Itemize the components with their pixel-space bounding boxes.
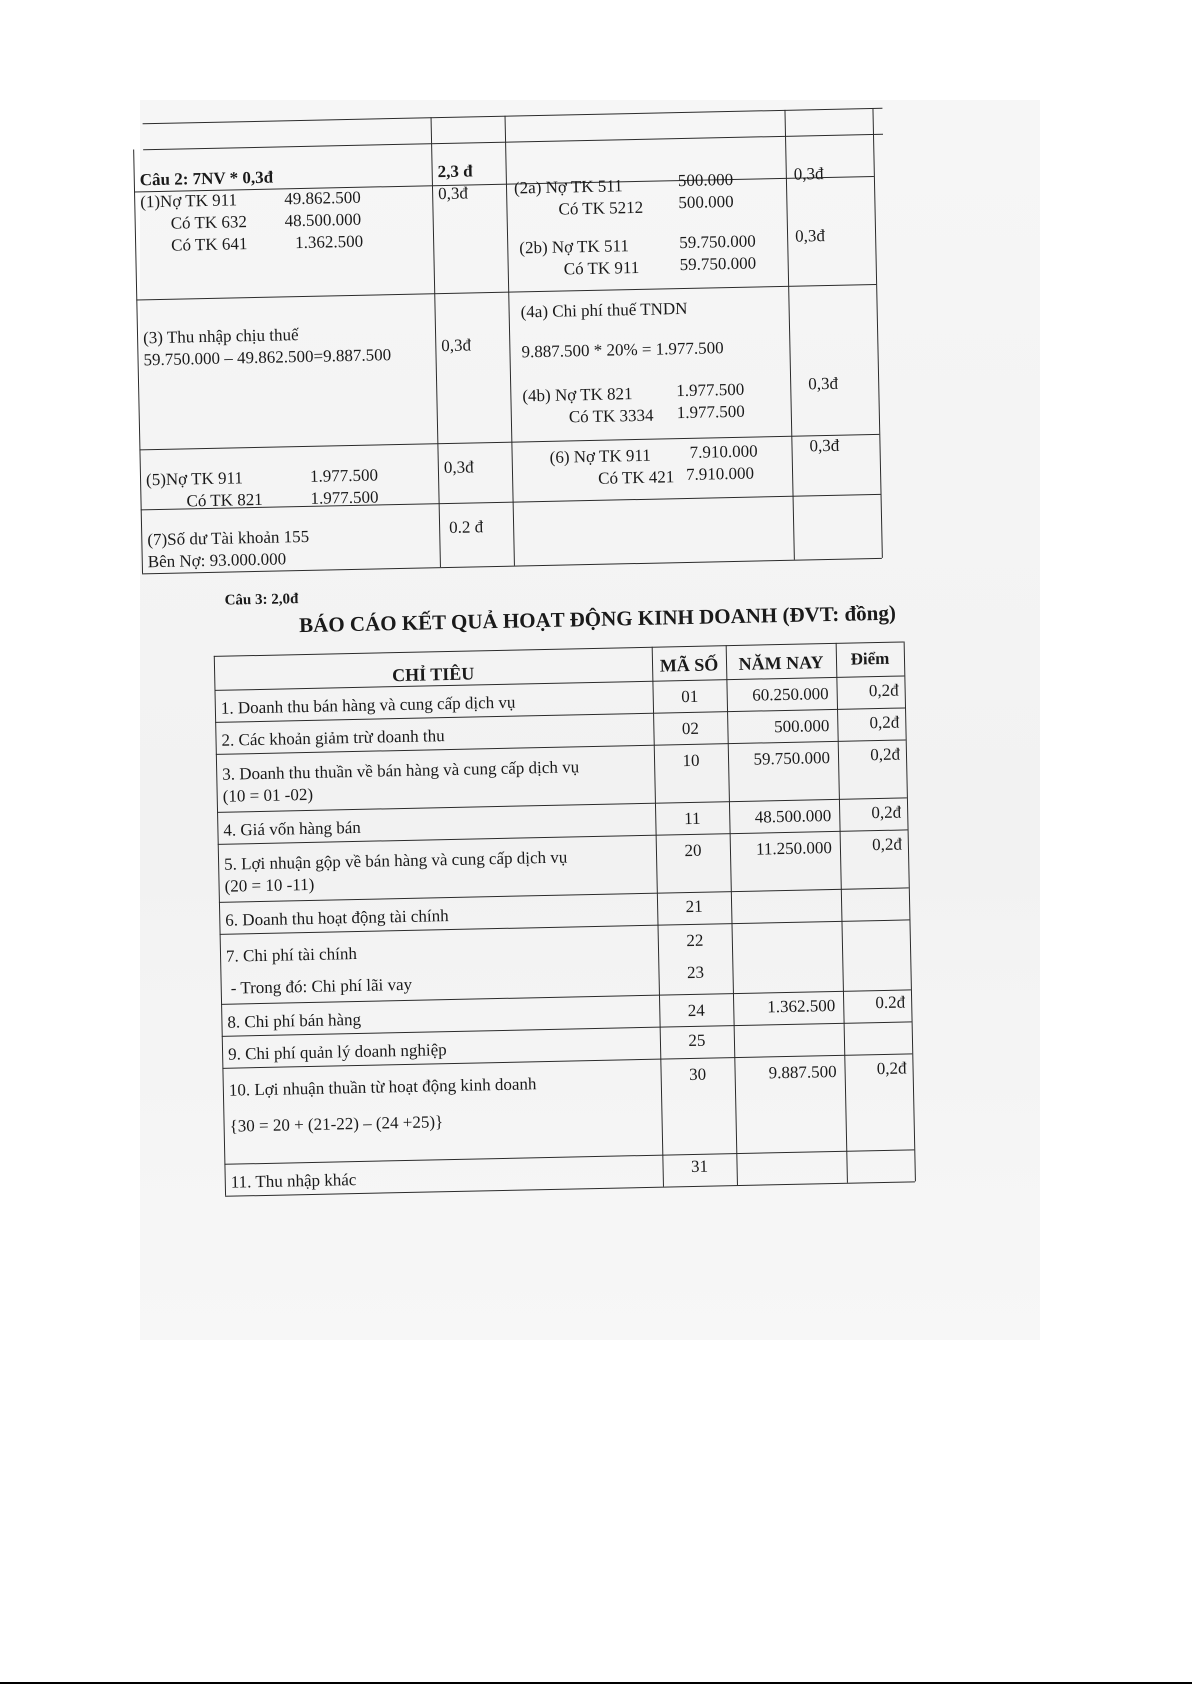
row-3-name: 3. Doanh thu thuần về bán hàng và cung cấp dịch vụ <box>222 757 580 784</box>
row-1-points: 0,2đ <box>868 680 899 701</box>
row-7-code: 22 <box>686 930 704 951</box>
row-3-value: 59.750.000 <box>753 748 831 769</box>
row-11-code: 31 <box>690 1156 709 1177</box>
entry-4b-debit-amount: 1.977.500 <box>676 379 745 401</box>
cau2-header: Câu 2: 7NV * 0,3đ <box>139 167 274 190</box>
col-header-points: Điểm <box>850 648 890 669</box>
row-2-name: 2. Các khoản giảm trừ doanh thu <box>221 726 445 750</box>
entry-5-debit-amount: 1.977.500 <box>309 465 379 486</box>
entry-1-credit-amount: 48.500.000 <box>284 209 362 231</box>
entry-4b-points: 0,3đ <box>808 373 839 394</box>
entry-1-debit-amount: 49.862.500 <box>284 187 361 209</box>
row-1-name: 1. Doanh thu bán hàng và cung cấp dịch vụ <box>220 692 516 718</box>
report-title: BÁO CÁO KẾT QUẢ HOẠT ĐỘNG KINH DOANH (ĐVT: đồng) <box>298 600 897 638</box>
row-10-value: 9.887.500 <box>768 1061 837 1083</box>
row-8-name: 8. Chi phí bán hàng <box>227 1009 362 1032</box>
cau3-header: Câu 3: 2,0đ <box>224 591 299 609</box>
row-11-name: 11. Thu nhập khác <box>230 1170 357 1192</box>
row-2-points: 0,2đ <box>869 712 900 733</box>
col-header-indicator: CHỈ TIÊU <box>391 663 475 686</box>
col-header-code: MÃ SỐ <box>659 654 719 676</box>
entry-4b-debit: (4b) Nợ TK 821 <box>522 384 633 406</box>
entry-2a-debit: (2a) Nợ TK 511 <box>513 176 623 198</box>
entry-2b-points: 0,3đ <box>794 226 826 246</box>
row-5-formula: (20 = 10 -11) <box>224 874 315 896</box>
row-10-formula: {30 = 20 + (21-22) – (24 +25)} <box>229 1112 444 1136</box>
entry-1-credit: Có TK 632 <box>170 212 248 233</box>
page-bottom-rule <box>0 1682 1192 1684</box>
entry-2a-points: 0,3đ <box>793 164 824 184</box>
row-9-code: 25 <box>688 1030 706 1051</box>
entry-7-title: (7)Số dư Tài khoản 155 <box>147 526 310 550</box>
row-5-value: 11.250.000 <box>755 838 833 859</box>
entry-1-credit-2-amount: 1.362.500 <box>294 231 364 253</box>
entry-3-title: (3) Thu nhập chịu thuế <box>142 325 299 348</box>
row-8-code: 24 <box>687 1000 705 1021</box>
entry-2b-debit-amount: 59.750.000 <box>679 231 756 253</box>
row-7-name: 7. Chi phí tài chính <box>225 943 358 966</box>
entry-4a-title: (4a) Chi phí thuế TNDN <box>520 298 688 322</box>
row-10-name: 10. Lợi nhuận thuần từ hoạt động kinh doanh <box>228 1074 537 1100</box>
entry-7-balance: Bên Nợ: 93.000.000 <box>147 549 287 572</box>
row-1-code: 01 <box>681 686 699 707</box>
row-9-name: 9. Chi phí quản lý doanh nghiệp <box>227 1040 447 1064</box>
row-7a-code: 23 <box>686 962 705 983</box>
entry-1-credit-2: Có TK 641 <box>170 234 248 255</box>
entry-2b-credit: Có TK 911 <box>563 257 640 279</box>
row-5-name: 5. Lợi nhuận gộp về bán hàng và cung cấp dịch vụ <box>223 847 568 874</box>
entry-6-debit-amount: 7.910.000 <box>689 441 758 462</box>
row-5-code: 20 <box>684 840 702 861</box>
entry-5-credit: Có TK 821 <box>186 489 263 511</box>
row-7a-name: - Trong đó: Chi phí lãi vay <box>230 974 413 998</box>
table-line <box>219 887 909 903</box>
row-5-points: 0,2đ <box>871 834 903 855</box>
row-6-name: 6. Doanh thu hoạt động tài chính <box>225 906 449 930</box>
row-2-code: 02 <box>681 718 700 739</box>
row-4-code: 11 <box>683 808 701 829</box>
entry-5-debit: (5)Nợ TK 911 <box>145 468 244 490</box>
row-4-value: 48.500.000 <box>754 806 832 827</box>
row-8-value: 1.362.500 <box>767 995 836 1017</box>
entry-3-formula: 59.750.000 – 49.862.500=9.887.500 <box>143 345 392 370</box>
entry-1-points: 0,3đ <box>437 183 469 204</box>
entry-6-points: 0,3đ <box>809 435 840 456</box>
row-4-points: 0,2đ <box>871 802 902 823</box>
table-line <box>136 284 876 301</box>
row-4-name: 4. Giá vốn hàng bán <box>223 817 361 840</box>
cau2-total: 2,3 đ <box>437 161 473 182</box>
entry-4b-credit-amount: 1.977.500 <box>676 401 745 423</box>
entry-2b-debit: (2b) Nợ TK 511 <box>519 236 630 258</box>
table-line <box>143 134 883 151</box>
entry-3-points: 0,3đ <box>441 335 472 356</box>
entry-2a-debit-amount: 500.000 <box>677 169 734 191</box>
entry-5-credit-amount: 1.977.500 <box>310 487 379 508</box>
row-3-formula: (10 = 01 -02) <box>222 784 314 806</box>
row-3-points: 0,2đ <box>870 744 901 765</box>
entry-5-points: 0,3đ <box>443 457 474 478</box>
entry-6-credit: Có TK 421 <box>597 467 675 488</box>
table-line <box>139 434 879 451</box>
entry-4a-formula: 9.887.500 * 20% = 1.977.500 <box>521 338 724 362</box>
entry-4b-credit: Có TK 3334 <box>568 405 654 427</box>
col-header-current-year: NĂM NAY <box>738 652 824 674</box>
table-line <box>224 1149 914 1165</box>
entry-2a-credit-amount: 500.000 <box>678 191 734 213</box>
page-content <box>132 91 1058 1350</box>
row-10-code: 30 <box>688 1064 707 1085</box>
entry-6-debit: (6) Nợ TK 911 <box>549 445 651 467</box>
row-10-points: 0,2đ <box>876 1058 907 1079</box>
scanned-page <box>140 100 1040 1340</box>
table-line <box>143 108 883 125</box>
entry-6-credit-amount: 7.910.000 <box>685 463 755 484</box>
entry-7-points: 0.2 đ <box>448 517 484 537</box>
journal-table <box>132 91 1032 572</box>
row-8-points: 0.2đ <box>875 992 906 1013</box>
row-1-value: 60.250.000 <box>752 684 829 705</box>
table-line <box>872 108 883 558</box>
row-6-code: 21 <box>685 896 703 917</box>
row-3-code: 10 <box>682 750 700 771</box>
entry-1-debit: (1)Nợ TK 911 <box>140 190 238 212</box>
row-2-value: 500.000 <box>773 716 830 737</box>
entry-2b-credit-amount: 59.750.000 <box>679 253 757 275</box>
table-line <box>904 641 917 1181</box>
entry-2a-credit: Có TK 5212 <box>558 197 644 219</box>
